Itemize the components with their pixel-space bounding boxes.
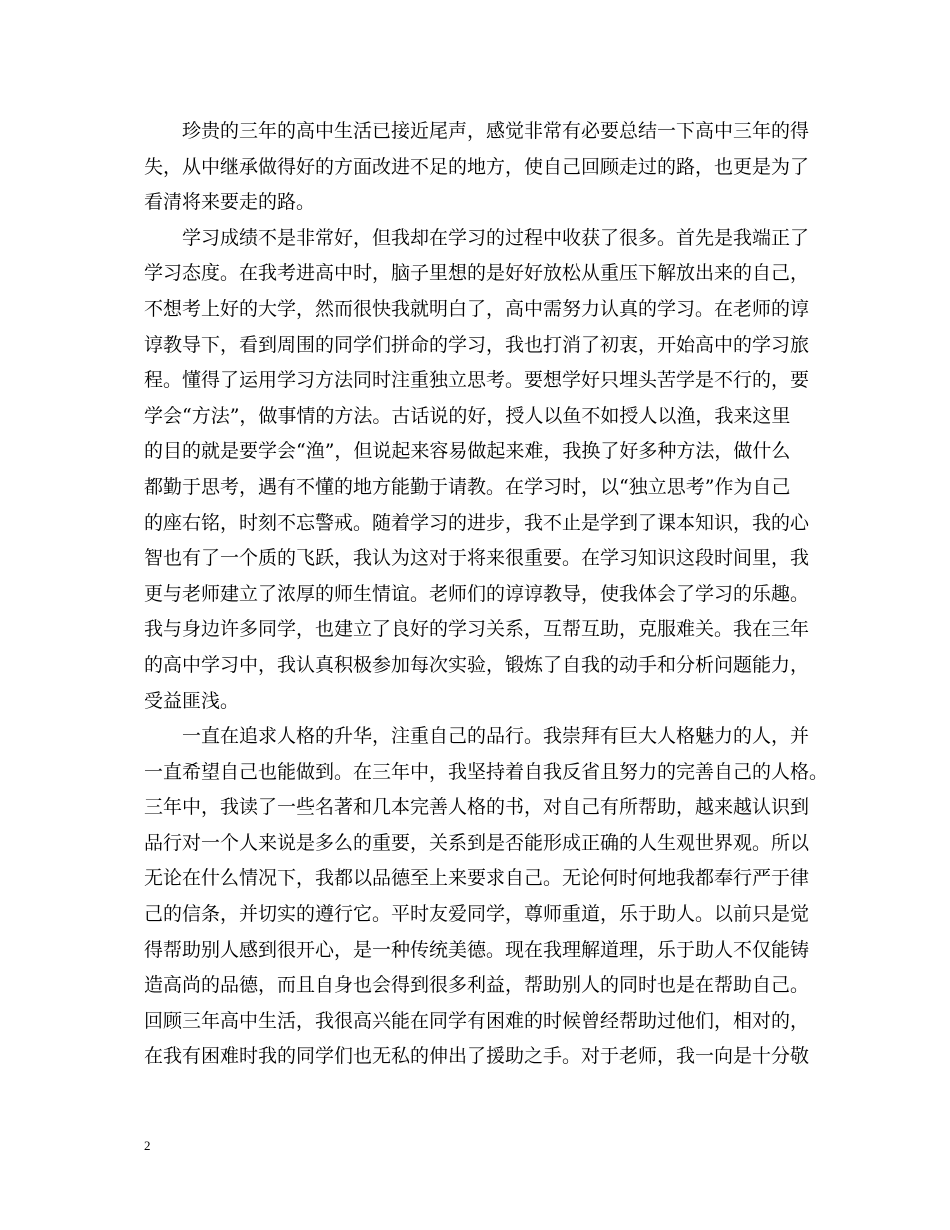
- text-line: 己的信条，并切实的遵行它。平时友爱同学，尊师重道，乐于助人。以前只是觉: [144, 903, 810, 926]
- text-line: 都勤于思考，遇有不懂的地方能勤于请教。在学习时，以“独立思考”作为自己: [144, 475, 791, 498]
- text-line: 更与老师建立了浓厚的师生情谊。老师们的谆谆教导，使我体会了学习的乐趣。: [144, 582, 810, 605]
- text-line: 一直在追求人格的升华，注重自己的品行。我崇拜有巨大人格魅力的人，并: [144, 725, 810, 748]
- text-line: 程。懂得了运用学习方法同时注重独立思考。要想学好只埋头苦学是不行的，要: [144, 369, 810, 392]
- text-line: 无论在什么情况下，我都以品德至上来要求自己。无论何时何地我都奉行严于律: [144, 867, 810, 890]
- text-line: 品行对一个人来说是多么的重要，关系到是否能形成正确的人生观世界观。所以: [144, 831, 810, 854]
- body-text: [144, 114, 829, 1075]
- text-line: 学会“方法”，做事情的方法。古话说的好，授人以鱼不如授人以渔，我来这里: [144, 404, 791, 427]
- text-line: 受益匪浅。: [144, 689, 240, 712]
- text-line: 失，从中继承做得好的方面改进不足的地方，使自己回顾走过的路，也更是为了: [144, 155, 810, 178]
- text-line: 一直希望自己也能做到。在三年中，我坚持着自我反省且努力的完善自己的人格。: [144, 760, 829, 783]
- text-line: 不想考上好的大学，然而很快我就明白了，高中需努力认真的学习。在老师的谆: [144, 297, 810, 320]
- page-number: 2: [144, 1138, 151, 1153]
- text-line: 智也有了一个质的飞跃，我认为这对于将来很重要。在学习知识这段时间里，我: [144, 547, 810, 570]
- text-line: 造高尚的品德，而且自身也会得到很多利益，帮助别人的同时也是在帮助自己。: [144, 974, 810, 997]
- text-line: 得帮助别人感到很开心，是一种传统美德。现在我理解道理，乐于助人不仅能铸: [144, 938, 810, 961]
- text-line: 看清将来要走的路。: [144, 191, 316, 214]
- text-line: 在我有困难时我的同学们也无私的伸出了援助之手。对于老师，我一向是十分敬: [144, 1045, 810, 1068]
- text-line: 的座右铭，时刻不忘警戒。随着学习的进步，我不止是学到了课本知识，我的心: [144, 511, 810, 534]
- text-line: 我与身边许多同学，也建立了良好的学习关系，互帮互助，克服难关。我在三年: [144, 618, 810, 641]
- text-line: 回顾三年高中生活，我很高兴能在同学有困难的时候曾经帮助过他们，相对的，: [144, 1009, 810, 1032]
- text-line: 的目的就是要学会“渔”，但说起来容易做起来难，我换了好多种方法，做什么: [144, 440, 791, 463]
- text-line: 谆教导下，看到周围的同学们拼命的学习，我也打消了初衷，开始高中的学习旅: [144, 333, 810, 356]
- text-line: 的高中学习中，我认真积极参加每次实验，锻炼了自我的动手和分析问题能力，: [144, 653, 810, 676]
- text-line: 珍贵的三年的高中生活已接近尾声，感觉非常有必要总结一下高中三年的得: [144, 120, 810, 142]
- text-line: 三年中，我读了一些名著和几本完善人格的书，对自己有所帮助，越来越认识到: [144, 796, 810, 819]
- text-line: 学习态度。在我考进高中时，脑子里想的是好好放松从重压下解放出来的自己，: [144, 262, 810, 285]
- text-line: 学习成绩不是非常好，但我却在学习的过程中收获了很多。首先是我端正了: [144, 226, 810, 249]
